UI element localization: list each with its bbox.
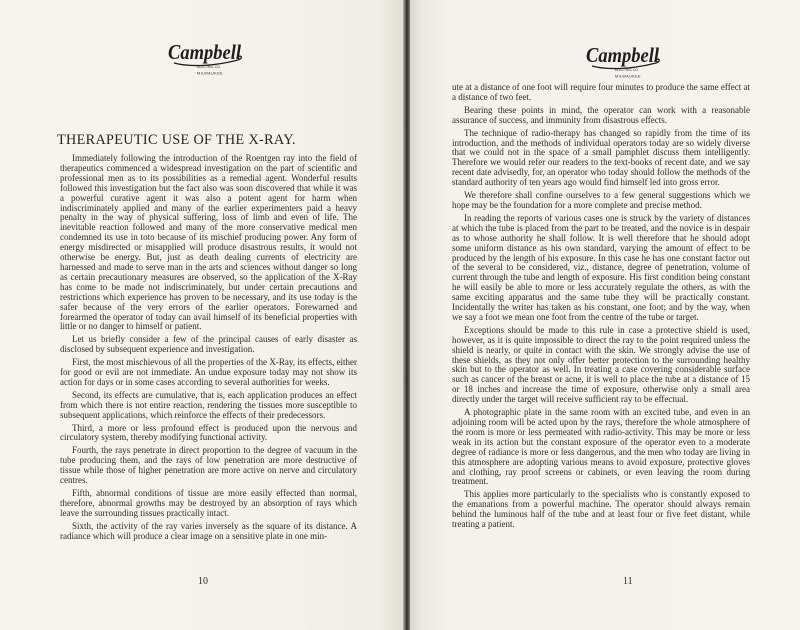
causes-intro-paragraph: Let us briefly consider a few of the principal causes of early disaster as disclosed by subsequent experience and investigation.: [60, 334, 357, 355]
logo-wordmark: Campbell: [586, 43, 660, 67]
campbell-logo: [165, 37, 245, 81]
fourth-cause-paragraph: Fourth, the rays penetrate in direct proportion to the degree of vacuum in the tube producing them, and the rays of low penetration are more destructive of tissue while those of higher penetration are more active on nerve and circulatory centres.: [60, 445, 357, 486]
precautions-paragraph: Bearing these points in mind, the operator can work with a reasonable assurance of success, and immunity from disastrous effects.: [452, 104, 750, 125]
logo-city: MILWAUKEE: [197, 71, 223, 76]
logo-swash-text: ELECTRIC CO.: [615, 68, 639, 72]
page-number-left: 10: [198, 576, 208, 587]
suggestions-paragraph: We therefore shall confine ourselves to a few general suggestions which we hope may be the foundation for a more complete and precise method.: [452, 190, 750, 210]
distance-paragraph: In reading the reports of various cases one is struck by the variety of distances at which the tube is placed from the part to be treated, and the novice is in despair as to whose authority he shall follow. It is well therefore that he should adopt some uniform distance as his own standard, varying the amount of effect to be produced by the length of his exposure. In this case he has one constant factor out of the several to be considered, viz., distance, degree of penetration, volume of current through the tube and length of exposure. His first condition being constant he will easily be able to more or less accurately regulate the others, as with the same exciting apparatus and the same tube they will be practically constant. Incidentally the writer has taken as his constant, one foot; and by the way, when we say a foot we mean one foot from the centre of the tube or target.: [452, 212, 750, 322]
first-cause-paragraph: First, the most mischievous of all the properties of the X-Ray, its effects, either for good or evil are not immediate. An undue exposure today may not show its action for days or in some cases according to several authorities for weeks.: [60, 357, 357, 387]
fifth-cause-paragraph: Fifth, abnormal conditions of tissue are more easily effected than normal, therefore, abnormal growths may be destroyed by an absorption of rays which leave the surrounding tissues practically intact.: [60, 488, 357, 518]
page-number-right: 11: [623, 576, 633, 587]
sixth-cause-paragraph: Sixth, the activity of the ray varies inversely as the square of its distance. A radiance which will produce a clear image on a sensitive plate in one min-: [60, 520, 357, 541]
logo-swash-text: ELECTRIC CO.: [197, 65, 221, 69]
campbell-logo-mark: [583, 40, 663, 84]
shield-paragraph: Exceptions should be made to this rule in case a protective shield is used, however, as it is quite impossible to direct the ray to the point required unless the shield is nearly, or quite in contact with the skin. We strongly advise the use of these shields, as they not only offer better protection to the surrounding healthy skin but to the operator as well. In treating a case covering considerable surface such as cancer of the breast or acne, it is well to place the tube at a distance of 15 or 18 inches and increase the time of exposure, otherwise only a small area directly under the target will receive sufficient ray to be effectual.: [452, 324, 750, 405]
campbell-logo: [583, 40, 663, 84]
logo-city: MILWAUKEE: [615, 74, 641, 79]
right-page-body: [452, 83, 750, 533]
page-title: THERAPEUTIC USE OF THE X-RAY.: [57, 132, 296, 148]
atmosphere-paragraph: A photographic plate in the same room with an excited tube, and even in an adjoining room will be acted upon by the rays, therefore the whole atmosphere of the room is more or less permeated with radio-activity. This may be more or less weak in its action but the constant exposure of the operator even to a moderate degree of radiance is more or less dangerous, and the men who today are living in this atmosphere are adopting various means to avoid exposure, protective gloves and clothing, ray proof screens or cabinets, or even leaving the room during treatment.: [452, 407, 750, 487]
third-cause-paragraph: Third, a more or less profound effect is produced upon the nervous and circulatory system, thereby modifying functional activity.: [60, 422, 357, 443]
specialist-paragraph: This applies more particularly to the specialists who is constantly exposed to the emanations from a powerful machine. The operator should always remain behind the luminous half of the tube and at least four or five feet distant, while treating a patient.: [452, 489, 750, 530]
technique-paragraph: The technique of radio-therapy has changed so rapidly from the time of its introduction, and the methods of individual operators today are so widely diverse that we could not in the space of a small pamphlet discuss them intelligently. Therefore we would refer our readers to the text-books of recent date, and we say recent date advisedly, for, an operator who today should follow the methods of the standard authority of ten years ago would find himself led into gross error.: [452, 127, 750, 188]
continued-paragraph: ute at a distance of one foot will require four minutes to produce the same effect at a distance of two feet.: [452, 82, 750, 102]
book-spine: [403, 0, 410, 630]
left-page-body: [60, 154, 357, 545]
logo-wordmark: Campbell: [168, 40, 242, 64]
page-right: [410, 0, 800, 630]
second-cause-paragraph: Second, its effects are cumulative, that is, each application produces an effect from which there is not entire reaction, rendering the tissues more susceptible to subsequent applications, which reinforce the effects of their predecessors.: [60, 389, 357, 420]
campbell-logo-mark: [165, 37, 245, 81]
intro-paragraph: Immediately following the introduction of the Roentgen ray into the field of therapeutics commenced a widespread investigation on the part of scientific and professional men as to its possibilities as a remedial agent. Wonderful results followed this investigation but the fact also was soon discovered that while it was a powerful curative agent it was also a potent agent for harm when indiscriminately applied and many of the earlier experimenters paid a heavy penalty in the way of physical suffering, loss of limb and even of life. The inevitable reaction followed and many of the more conservative medical men condemned its use in toto because of its mischief producing power. Any form of energy misdirected or misapplied will produce disastrous results, it would not otherwise be energy. But, just as death dealing currents of electricity are harnessed and made to serve man in the arts and sciences without danger so long as certain precautionary measures are observed, so the application of the X-Ray has come to be made not indiscriminately, but under certain precautions and restrictions which experience has proven to be necessary, and its use today is the safer because of the very errors of the earlier operators. Forewarned and forearmed the operator of today can avail himself of its beneficial properties with little or no danger to himself or patient.: [60, 153, 357, 332]
